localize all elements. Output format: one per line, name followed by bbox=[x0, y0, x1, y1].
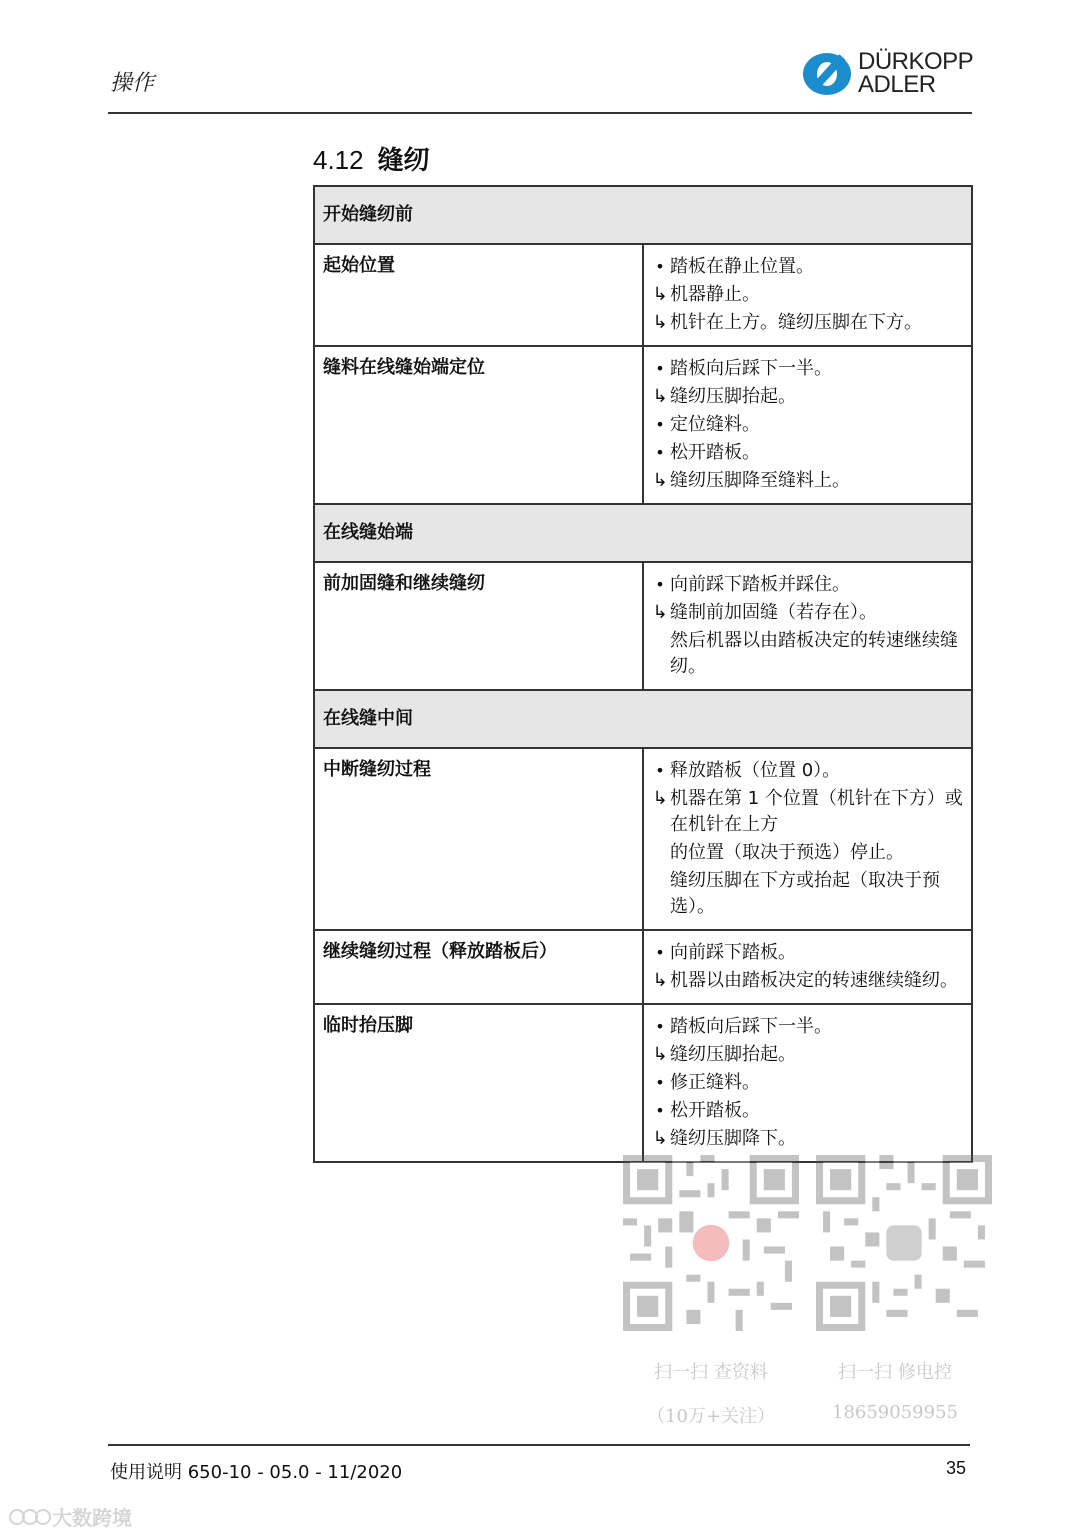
table-group-row bbox=[314, 186, 972, 244]
row-label: 缝料在线缝始端定位 bbox=[314, 346, 643, 504]
instruction-result: 缝纫压脚抬起。 bbox=[670, 386, 796, 407]
result-arrow-icon: ↳ bbox=[652, 284, 668, 305]
result-arrow-icon: ↳ bbox=[652, 1128, 668, 1149]
bullet-icon: • bbox=[655, 575, 665, 594]
footer-document-info: 使用说明 650-10 - 05.0 - 11/2020 bbox=[110, 1462, 403, 1483]
instruction-result: 机器以由踏板决定的转速继续缝纫。 bbox=[670, 970, 958, 991]
result-arrow-icon: ↳ bbox=[652, 312, 668, 333]
instruction-step: 向前踩下踏板。 bbox=[670, 942, 796, 963]
watermark bbox=[8, 1502, 132, 1531]
bullet-icon: • bbox=[655, 257, 665, 276]
row-instructions bbox=[643, 748, 972, 930]
result-arrow-icon: ↳ bbox=[652, 970, 668, 991]
table-row bbox=[314, 1004, 972, 1162]
table-row bbox=[314, 562, 972, 690]
logo-text-bottom: ADLER bbox=[858, 71, 936, 98]
instruction-result: 缝纫压脚降下。 bbox=[670, 1128, 796, 1149]
qr-right-caption: 扫一扫 修电控 bbox=[838, 1362, 952, 1383]
qr-left-subcaption: （10万+关注） bbox=[647, 1406, 775, 1427]
result-arrow-icon: ↳ bbox=[652, 1044, 668, 1065]
bullet-icon: • bbox=[655, 443, 665, 462]
table-row bbox=[314, 244, 972, 346]
header-title: 操作 bbox=[110, 71, 155, 96]
result-arrow-icon: ↳ bbox=[652, 788, 668, 809]
bullet-icon: • bbox=[655, 943, 665, 962]
row-label: 中断缝纫过程 bbox=[314, 748, 643, 930]
row-instructions bbox=[643, 562, 972, 690]
table-row bbox=[314, 930, 972, 1004]
instruction-step: 踏板向后踩下一半。 bbox=[670, 1016, 832, 1037]
instruction-step: 松开踏板。 bbox=[670, 442, 760, 463]
instruction-result: 缝纫压脚抬起。 bbox=[670, 1044, 796, 1065]
instruction-step: 释放踏板（位置 0）。 bbox=[670, 760, 841, 781]
brand-logo bbox=[800, 50, 975, 98]
watermark-logo-icon bbox=[8, 1505, 52, 1529]
instruction-step: 向前踩下踏板并踩住。 bbox=[670, 574, 850, 595]
header-divider bbox=[108, 112, 972, 114]
table-row bbox=[314, 346, 972, 504]
instruction-step: 修正缝料。 bbox=[670, 1072, 760, 1093]
result-arrow-icon: ↳ bbox=[652, 602, 668, 623]
instruction-result-continued: 的位置（取决于预选）停止。 bbox=[670, 842, 904, 863]
page-number: 35 bbox=[946, 1458, 967, 1478]
section-title bbox=[313, 140, 430, 177]
qr-code-right-icon bbox=[816, 1155, 992, 1331]
bullet-icon: • bbox=[655, 415, 665, 434]
instruction-step: 踏板在静止位置。 bbox=[670, 256, 814, 277]
sewing-operations-table bbox=[313, 185, 973, 1163]
instruction-result: 缝制前加固缝（若存在）。 bbox=[670, 602, 877, 623]
result-arrow-icon: ↳ bbox=[652, 386, 668, 407]
instruction-result: 机器静止。 bbox=[670, 284, 760, 305]
section-name: 缝纫 bbox=[377, 146, 430, 176]
instruction-step: 定位缝料。 bbox=[670, 414, 760, 435]
group-heading: 开始缝纫前 bbox=[314, 186, 972, 244]
group-heading: 在线缝始端 bbox=[314, 504, 972, 562]
row-instructions bbox=[643, 346, 972, 504]
instruction-result: 机针在上方。缝纫压脚在下方。 bbox=[670, 312, 922, 333]
instruction-result-continued: 然后机器以由踏板决定的转速继续缝纫。 bbox=[670, 630, 958, 677]
bullet-icon: • bbox=[655, 1101, 665, 1120]
row-label: 起始位置 bbox=[314, 244, 643, 346]
logo-mark-icon bbox=[800, 50, 856, 98]
bullet-icon: • bbox=[655, 359, 665, 378]
row-instructions bbox=[643, 244, 972, 346]
logo-text-top: DÜRKOPP bbox=[858, 48, 974, 75]
group-heading: 在线缝中间 bbox=[314, 690, 972, 748]
section-number: 4.12 bbox=[313, 145, 364, 175]
result-arrow-icon: ↳ bbox=[652, 470, 668, 491]
table-group-row bbox=[314, 504, 972, 562]
qr-left-caption: 扫一扫 查资料 bbox=[654, 1362, 768, 1383]
row-instructions bbox=[643, 930, 972, 1004]
row-label: 继续缝纫过程（释放踏板后） bbox=[314, 930, 643, 1004]
table-row bbox=[314, 748, 972, 930]
watermark-text: 大数跨境 bbox=[52, 1506, 132, 1530]
instruction-step: 踏板向后踩下一半。 bbox=[670, 358, 832, 379]
row-label: 临时抬压脚 bbox=[314, 1004, 643, 1162]
bullet-icon: • bbox=[655, 761, 665, 780]
table-group-row bbox=[314, 690, 972, 748]
footer-divider bbox=[108, 1444, 970, 1446]
instruction-result-continued: 缝纫压脚在下方或抬起（取决于预选）。 bbox=[670, 870, 940, 917]
bullet-icon: • bbox=[655, 1017, 665, 1036]
qr-right-phone: 18659059955 bbox=[832, 1402, 958, 1423]
qr-code-left-icon bbox=[623, 1155, 799, 1331]
instruction-result: 缝纫压脚降至缝料上。 bbox=[670, 470, 850, 491]
row-instructions bbox=[643, 1004, 972, 1162]
instruction-step: 松开踏板。 bbox=[670, 1100, 760, 1121]
instruction-result: 机器在第 1 个位置（机针在下方）或在机针在上方 bbox=[670, 788, 963, 835]
row-label: 前加固缝和继续缝纫 bbox=[314, 562, 643, 690]
bullet-icon: • bbox=[655, 1073, 665, 1092]
